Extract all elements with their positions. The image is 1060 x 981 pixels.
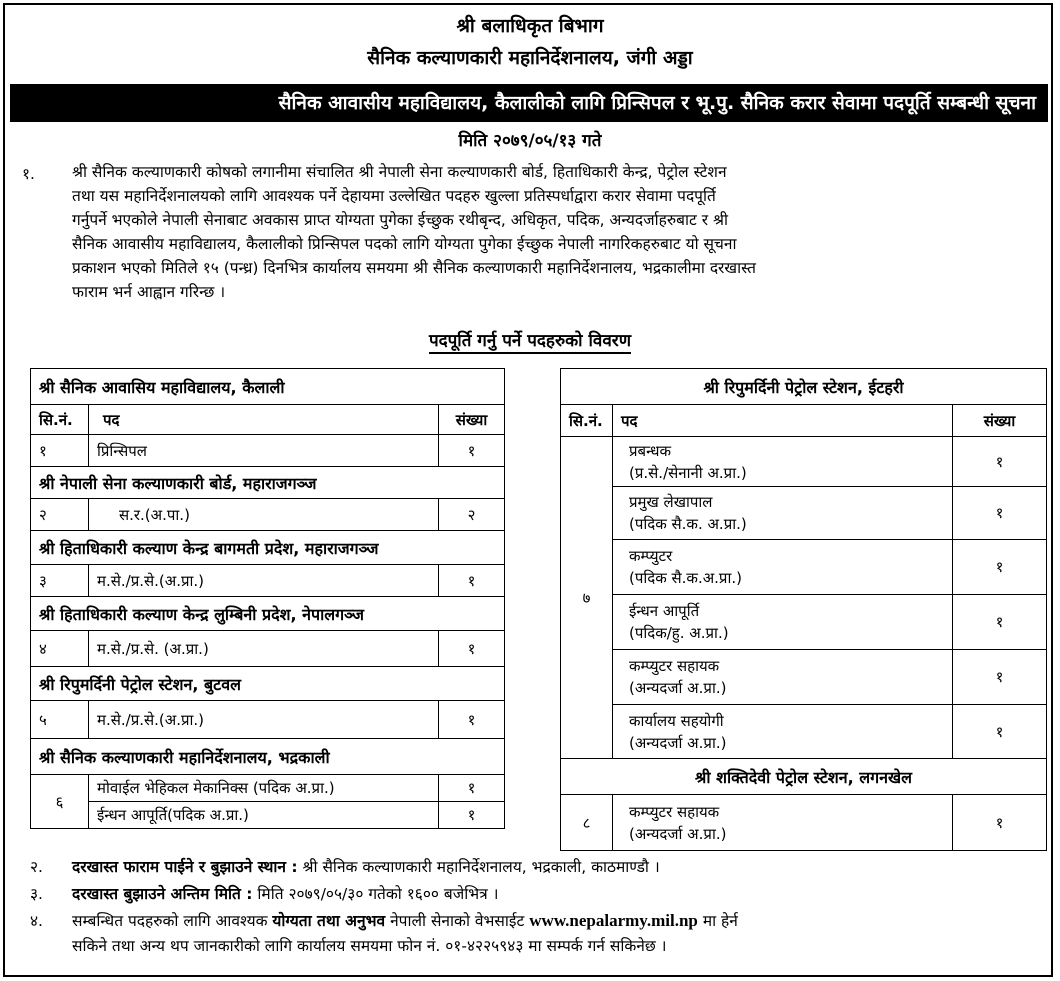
point-3-label: दरखास्त बुझाउने अन्तिम मिति : [72,885,253,903]
table-cell-post [613,540,953,595]
point-2-value: श्री सैनिक कल्याणकारी महानिर्देशनालय, भद्रकाली, काठमाण्डौ । [302,858,660,876]
table-cell-count: १ [439,775,505,802]
table-cell-count: १ [953,487,1047,540]
intro-line: फाराम भर्न आह्वान गरिन्छ । [72,283,226,301]
table-cell-count: १ [953,795,1047,851]
point-3-value: मिति २०७९/०५/३० गतेको १६०० बजेभित्र । [257,885,499,903]
para-1-number: १. [22,165,35,183]
intro-line: प्रकाशन भएको मितिले १५ (पन्ध्र) दिनभित्र कार्यालय समयमा श्री सैनिक कल्याणकारी महानिर्देशनालय, भद्रकालीमा दरखास्त [72,259,756,277]
point-2-number: २. [30,858,43,876]
table-cell-sn: ८ [561,795,613,851]
col-header-sn: सि.नं. [31,405,89,435]
table-cell-sn: ५ [31,701,89,739]
intro-line: सैनिक आवासीय महाविद्यालय, कैलालीको प्रिन्सिपल पदको लागि योग्यता पुगेका ईच्छुक नेपाली नागरिकहरुबाट यो सूचना [72,235,737,253]
table-cell-count: १ [953,650,1047,705]
post-rank: (अन्यदर्जा अ.प्रा.) [629,679,727,697]
table-cell-post: मोवाईल भेहिकल मेकानिक्स (पदिक अ.प्रा.) [89,775,439,802]
col-header-post: पद [613,405,953,437]
group-header: श्री शक्तिदेवी पेट्रोल स्टेशन, लगनखेल [561,759,1047,795]
table-cell-count: १ [439,565,505,597]
col-header-post: पद [89,405,439,435]
table-cell-post [613,595,953,650]
table-cell-count: २ [439,499,505,531]
table-cell-count: १ [953,437,1047,487]
table-cell-post: म.से./प्र.से.(अ.प्रा.) [89,565,439,597]
table-cell-post: प्रिन्सिपल [89,435,439,467]
army-website-link[interactable]: www.nepalarmy.mil.np [529,911,698,930]
notice-date: मिति २०७९/०५/१३ गते [458,131,602,151]
post-rank: (प्र.से./सेनानी अ.प्रा.) [629,463,747,482]
group-header: श्री हिताधिकारी कल्याण केन्द्र बागमती प्रदेश, महाराजगञ्ज [31,531,505,565]
point-4-number: ४. [30,912,43,930]
table-cell-sn: ४ [31,631,89,667]
department-title: श्री बलाधिकृत बिभाग [456,15,604,37]
post-rank: (अन्यदर्जा अ.प्रा.) [629,824,727,843]
table-cell-post [613,650,953,705]
post-rank: (अन्यदर्जा अ.प्रा.) [629,733,727,752]
post-name: कार्यालय सहयोगी [629,711,724,730]
point-3-number: ३. [30,885,43,903]
right-posts-table [560,368,1047,851]
table-cell-post [613,437,953,487]
table-cell-sn: २ [31,499,89,531]
post-name: कम्प्युटर [629,547,673,565]
table-cell-post: म.से./प्र.से. (अ.प्रा.) [89,631,439,667]
group-header: श्री रिपुमर्दिनी पेट्रोल स्टेशन, बुटवल [31,667,505,701]
group-header: श्री सैनिक आवासिय महाविद्यालय, कैलाली [31,369,505,405]
point-2-label: दरखास्त फाराम पाईने र बुझाउने स्थान : [72,858,298,876]
post-name: प्रबन्धक [629,441,672,460]
table-cell-count: १ [953,540,1047,595]
intro-line: गर्नुपर्ने भएकोले नेपाली सेनाबाट अवकास प्राप्त योग्यता पुगेका ईच्छुक रथीबृन्द, अधिकृत, पदिक, अन्यदर्जाहरुबाट र श्री [72,211,729,229]
group-header: श्री नेपाली सेना कल्याणकारी बोर्ड, महाराजगञ्ज [31,467,505,499]
table-cell-count: १ [439,701,505,739]
table-cell-sn: ६ [31,775,89,829]
table-cell-count: १ [439,631,505,667]
directorate-title: सैनिक कल्याणकारी महानिर्देशनालय, जंगी अड्डा [367,47,693,69]
table-cell-sn: १ [31,435,89,467]
point-4-line2: सकिने तथा अन्य थप जानकारीको लागि कार्यालय समयमा फोन नं. ०१-४२२५९४३ मा सम्पर्क गर्न सकिनेछ । [72,937,667,955]
point-4-part: नेपाली सेनाको वेभसाईट [390,912,525,930]
table-cell-post: म.से./प्र.से.(अ.प्रा.) [89,701,439,739]
group-header: श्री रिपुमर्दिनी पेट्रोल स्टेशन, ईटहरी [561,369,1047,405]
col-header-count: संख्या [953,405,1047,437]
intro-line: तथा यस महानिर्देशनालयको लागि आवश्यक पर्ने देहायमा उल्लेखित पदहरु खुल्ला प्रतिस्पर्धाद्वारा करार सेवामा पदपूर्ति [72,187,716,205]
table-cell-count: १ [953,705,1047,759]
table-cell-post: ईन्धन आपूर्ति(पदिक अ.प्रा.) [89,802,439,829]
table-cell-post [613,487,953,540]
point-4-part: सम्बन्धित पदहरुको लागि आवश्यक [72,912,268,930]
intro-line: श्री सैनिक कल्याणकारी कोषको लगानीमा संचालित श्री नेपाली सेना कल्याणकारी बोर्ड, हिताधिकारी केन्द्र, पेट्रोल स्टेशन [72,163,727,181]
post-rank: (पदिक सै.क. अ.प्रा.) [629,515,747,533]
point-4-text [72,909,738,931]
notice-title-bar: सैनिक आवासीय महाविद्यालय, कैलालीको लागि प्रिन्सिपल र भू.पु. सैनिक करार सेवामा पदपूर्ति सम्बन्धी सूचना [10,84,1048,122]
post-name: प्रमुख लेखापाल [629,493,713,511]
table-cell-count: १ [439,435,505,467]
table-cell-post: स.र.(अ.पा.) [89,499,439,531]
table-cell-sn: ३ [31,565,89,597]
point-2-text [72,855,660,877]
point-4-qualification: योग्यता तथा अनुभव [272,912,386,930]
post-name: कम्प्युटर सहायक [629,657,720,675]
left-posts-table [30,368,505,829]
section-title-text: पदपूर्ति गर्नु पर्ने पदहरुको विवरण [429,331,631,354]
table-cell-sn: ७ [561,437,613,759]
post-rank: (पदिक सै.क.अ.प्रा.) [629,569,742,587]
col-header-sn: सि.नं. [561,405,613,437]
table-cell-post [613,795,953,851]
post-name: कम्प्युटर सहायक [629,802,720,821]
table-cell-post [613,705,953,759]
table-cell-count: १ [439,802,505,829]
table-cell-count: १ [953,595,1047,650]
group-header: श्री हिताधिकारी कल्याण केन्द्र लुम्बिनी प्रदेश, नेपालगञ्ज [31,597,505,631]
post-name: ईन्धन आपूर्ति [629,602,700,620]
point-3-text [72,882,499,904]
intro-paragraph [72,160,1047,304]
group-header: श्री सैनिक कल्याणकारी महानिर्देशनालय, भद्रकाली [31,739,505,775]
section-title [0,328,1060,351]
col-header-count: संख्या [439,405,505,435]
point-4-part: मा हेर्न [702,912,738,930]
post-rank: (पदिक/हु. अ.प्रा.) [629,624,729,642]
